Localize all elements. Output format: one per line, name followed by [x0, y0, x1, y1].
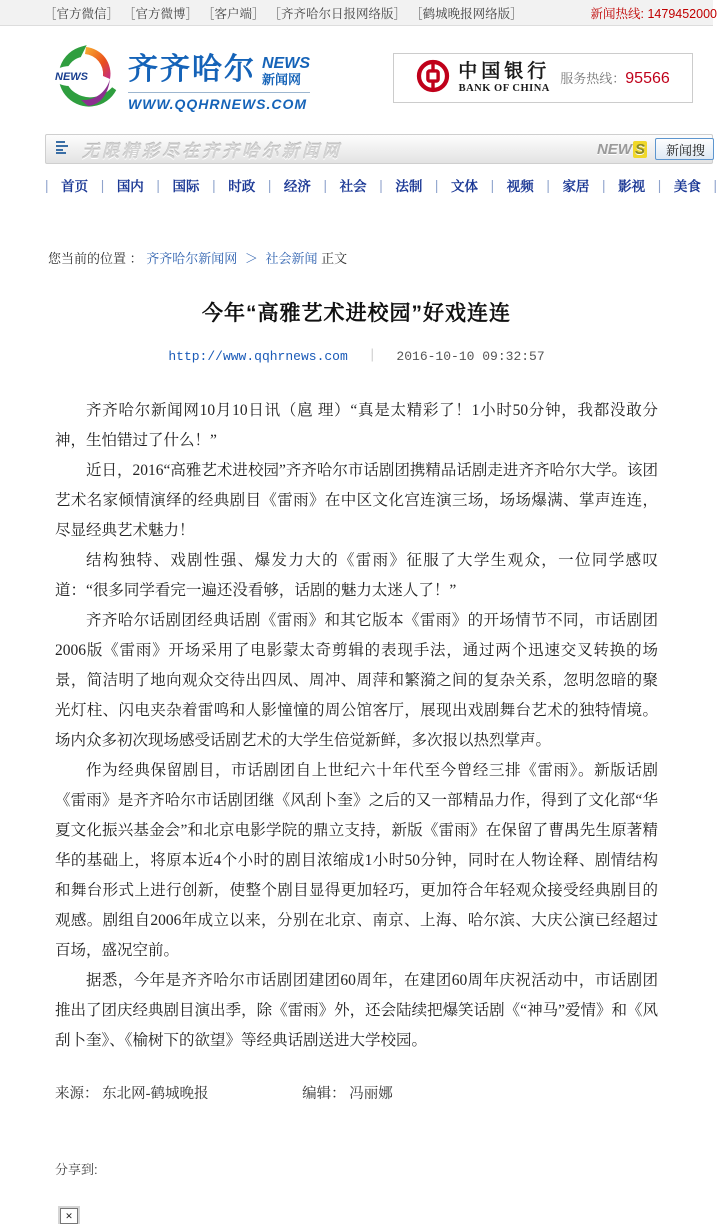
breadcrumb — [48, 248, 713, 267]
main-navigation — [45, 170, 717, 200]
article-paragraph: 结构独特、戏剧性强、爆发力大的《雷雨》征服了大学生观众，一位同学感叹道：“很多同学看完一遍还没看够，话剧的魅力太迷人了！” — [55, 552, 658, 599]
nav-separator: | — [212, 177, 216, 193]
bank-of-china-ad-banner[interactable] — [393, 53, 693, 103]
svg-text:NEWS: NEWS — [55, 70, 88, 83]
nav-item-culture-sports[interactable]: 文体 — [451, 179, 479, 194]
nav-item-politics[interactable]: 时政 — [228, 179, 256, 194]
article-paragraph: 近日，2016“高雅艺术进校园”齐齐哈尔市话剧团携精品话剧走进齐齐哈尔大学。该团艺术名家倾情演绎的经典剧目《雷雨》在中区文化宫连演三场，场场爆满、掌声连连，尽显经典艺术魅力！ — [55, 462, 658, 539]
bank-service-hotline — [560, 68, 670, 88]
equalizer-icon — [56, 140, 68, 159]
nav-item-domestic[interactable]: 国内 — [116, 179, 144, 194]
article-paragraph: 齐齐哈尔话剧团经典话剧《雷雨》和其它版本《雷雨》的开场情节不同，市话剧团2006版《雷雨》开场采用了电影蒙太奇剪辑的表现手法，通过两个迅速交叉转换的场景，简洁明了地向观众交待出四凤、周冲、周萍和繁漪之间的复杂关系，忽明忽暗的聚光灯柱、闪电夹杂着雷鸣和人影憧憧的周公馆客厅，展现出戏剧舞台艺术的独特情境。场内众多初次现场感受话剧艺术的大学生倍觉新鲜，多次报以热烈掌声。 — [55, 612, 658, 749]
boc-brand — [416, 59, 550, 98]
source-editor-line — [55, 1082, 713, 1103]
link-daily-web-edition[interactable]: ［齐齐哈尔日报网络版］ — [268, 6, 407, 21]
article-paragraph: 据悉，今年是齐齐哈尔市话剧团建团60周年，在建团60周年庆祝活动中，市话剧团推出了团庆经典剧目演出季，除《雷雨》外，还会陆续把爆笑话剧《“神马”爱情》和《风刮卜奎》、《榆树下的欲望》等经典话剧送进大学校园。 — [55, 972, 658, 1049]
nav-separator: | — [713, 177, 717, 193]
service-label: 服务热线： — [560, 71, 626, 86]
breadcrumb-label: 您当前的位置 ： — [48, 251, 143, 266]
share-label: 分享到: — [55, 1162, 98, 1177]
article-paragraph: 作为经典保留剧目，市话剧团自上世纪六十年代至今曾经三排《雷雨》。新版话剧《雷雨》是齐齐哈尔市话剧团继《风刮卜奎》之后的又一部精品力作，得到了文化部“华夏文化振兴基金会”和北京电影学院的鼎立支持，新版《雷雨》在保留了曹禺先生原著精华的基础上，将原本近4个小时的剧目浓缩成1小时50分钟，同时在人物诠释、剧情结构和舞台形式上进行创新，使整个剧目显得更加轻巧，更加符合年轻观众接受经典剧目的观感。剧组自2006年成立以来，分别在北京、南京、上海、哈尔滨、大庆公演已经超过百场，盛况空前。 — [55, 762, 658, 959]
nav-separator: | — [100, 177, 105, 193]
logo-news-en: NEWS — [262, 55, 310, 72]
breadcrumb-current: 正文 — [321, 251, 348, 266]
nav-separator: | — [657, 177, 662, 193]
logo-site-url: WWW.QQHRNEWS.COM — [128, 92, 310, 112]
news-hotline — [591, 4, 717, 22]
nav-item-home-living[interactable]: 家居 — [562, 179, 590, 194]
bank-of-china-logo-icon — [416, 59, 450, 98]
breadcrumb-separator: ＞ — [244, 251, 258, 266]
breadcrumb-site-link[interactable]: 齐齐哈尔新闻网 — [146, 251, 238, 266]
link-official-wechat[interactable]: ［官方微信］ — [44, 6, 120, 21]
editor-value: 冯丽娜 — [349, 1086, 393, 1102]
article-paragraph: 齐齐哈尔新闻网10月10日讯（扈 理）“真是太精彩了！1小时50分钟，我都没敢分神，生怕错过了什么！” — [55, 402, 658, 449]
nav-item-home[interactable]: 首页 — [61, 179, 89, 194]
link-client-app[interactable]: ［客户端］ — [202, 6, 265, 21]
nav-separator: | — [45, 177, 49, 193]
source-label: 来源： — [55, 1086, 99, 1102]
news-badge-s: S — [634, 140, 645, 158]
hotline-number: 1479452000 — [647, 6, 717, 21]
news-badge-logo — [597, 141, 647, 158]
meta-separator: ｜ — [365, 349, 379, 364]
site-header — [0, 26, 713, 130]
nav-item-law[interactable]: 法制 — [395, 179, 423, 194]
site-logo[interactable] — [48, 43, 310, 114]
news-search-button[interactable]: 新闻搜 — [655, 138, 714, 160]
strip-watermark-text: 无限精彩尽在齐齐哈尔新闻网 — [82, 141, 342, 161]
article-datetime: 2016-10-10 09:32:57 — [396, 349, 545, 364]
site-name: 齐齐哈尔 — [128, 53, 256, 86]
logo-text-block — [128, 44, 310, 112]
news-badge-prefix: NEW — [596, 140, 632, 158]
source-value: 东北网-鹤城晚报 — [102, 1086, 209, 1102]
breadcrumb-category-link[interactable]: 社会新闻 — [265, 251, 318, 266]
nav-separator: | — [602, 177, 606, 193]
hotline-label: 新闻热线: — [590, 6, 648, 21]
top-utility-bar — [0, 0, 717, 26]
logo-news-cn: 新闻网 — [262, 72, 302, 87]
nav-separator: | — [434, 177, 439, 193]
nav-separator: | — [490, 177, 495, 193]
logo-swoosh-icon — [48, 43, 120, 114]
link-official-weibo[interactable]: ［官方微博］ — [123, 6, 199, 21]
link-evening-web-edition[interactable]: ［鹤城晚报网络版］ — [410, 6, 523, 21]
editor-label: 编辑： — [302, 1086, 346, 1102]
nav-item-international[interactable]: 国际 — [172, 179, 200, 194]
article-title: 今年“高雅艺术进校园”好戏连连 — [202, 302, 511, 325]
article-meta — [0, 345, 713, 364]
topbar-links — [44, 4, 523, 22]
nav-separator: | — [323, 177, 328, 193]
promo-strip — [45, 134, 713, 164]
nav-separator: | — [379, 177, 383, 193]
nav-item-economy[interactable]: 经济 — [283, 179, 311, 194]
nav-separator: | — [546, 177, 550, 193]
nav-item-food[interactable]: 美食 — [673, 179, 701, 194]
nav-item-society[interactable]: 社会 — [339, 179, 367, 194]
article-body — [55, 396, 658, 1056]
nav-separator: | — [156, 177, 160, 193]
article-source-url-link[interactable]: http://www.qqhrnews.com — [168, 349, 348, 364]
service-number: 95566 — [625, 70, 670, 87]
nav-item-video[interactable]: 视频 — [506, 179, 534, 194]
nav-item-movies[interactable]: 影视 — [618, 179, 646, 194]
nav-separator: | — [267, 177, 272, 193]
bank-name-cn: 中国银行 — [458, 60, 551, 82]
broken-image-icon[interactable]: ✕ — [60, 1208, 78, 1224]
bank-name-en: BANK OF CHINA — [458, 82, 550, 94]
